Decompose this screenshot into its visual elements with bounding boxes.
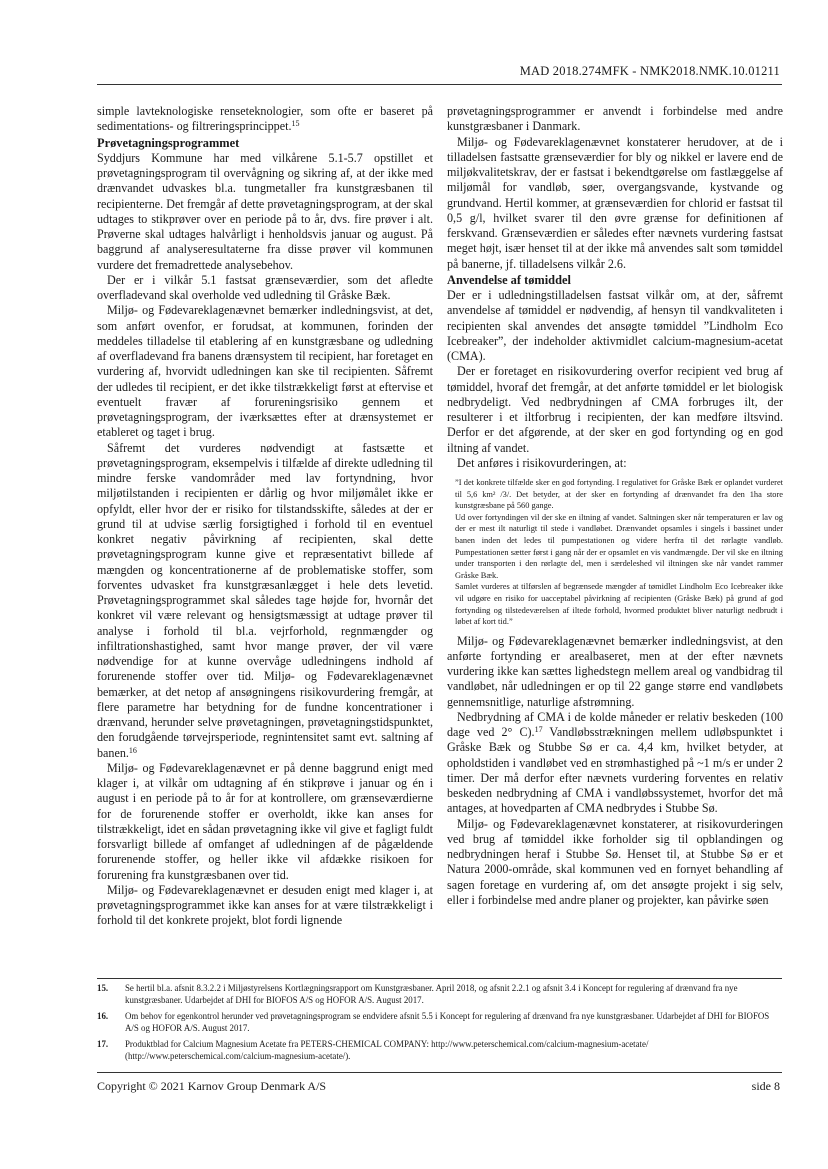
paragraph-text: Miljø- og Fødevareklagenævnet bemærker indledningsvist, at det, som anført ovenfor, er forudsat, at kommunen, forinden der meddeles tilladelse til etablering af en kunstgræsbane og udledning af overfladevand fra banens drænsystem til recipient, har foretaget en vurdering af, hvorvidt udledningen kan ske til recipienten. Såfremt der udledes til recipient, er det ikke tilstrækkeligt først at eftervise et eventuelt fravær af forureningsrisiko gennem et prøvetagningsprogram, der iværksættes efter at drænsystemet er etableret og taget i brug.	[97, 303, 433, 440]
page-number: side 8	[751, 1079, 780, 1093]
reference-number: MAD 2018.274MFK - NMK2018.NMK.10.01211	[519, 64, 780, 78]
footnote	[97, 1010, 782, 1035]
risk-assessment-quote	[455, 477, 783, 628]
paragraph	[97, 273, 433, 304]
paragraph	[447, 817, 783, 909]
paragraph-text: Såfremt det vurderes nødvendigt at fastsætte et prøvetagningsprogram, eksempelvis i tilfælde af direkte udledning til mindre ferske vandområder med lav fortyndning, hvor miljøtilstanden i recipienten er dårlig og hvor miljømålet ikke er opfyldt, eller hvor der er risiko for tilstandsskifte, således at der er grund til at udvise særlig forsigtighed i forhold til en eventuel konkret negativ påvirkning af recipienten, skal dette prøvetagningsprogram kunne give et repræsentativt billede af mængden og koncentrationerne af de problematiske stoffer, som forventes udvasket fra kunstgræsanlægget i hele dets levetid. Prøvetagningsprogrammet skal således tage højde for, hvornår det konkret vil være relevant og hensigtsmæssigt at udtage prøver til analyse i forhold til bl.a. vejrforhold, regnmængder og infiltrationshastighed, samt hvor mange prøver, der vil være nødvendige for at kunne overvåge udledningens indhold af forurenende stoffer over tid. Miljø- og Fødevareklagenævnet bemærker, at det netop af ansøgningens risikovurdering fremgår, at flere parametre har betydning for de fundne koncentrationer i drænvand, herunder selve prøvetagningen, prøvetagningstidspunktet, den forudgående tørvejrsperiode, regnintensitet samt evt. saltning af banen.	[97, 440, 433, 760]
paragraph-text: Miljø- og Fødevareklagenævnet konstaterer herudover, at de i tilladelsen fastsatte grænseværdier for bly og nikkel er lavere end de miljøkvalitetskrav, der er fastsat i bekendtgørelse om fastlæggelse af miljømål for vandløb, søer, overgangsvande, kystvande og grundvand. Hertil kommer, at grænseværdien for chlorid er fastsat til 0,5 g/l, hvilket svarer til den øvre grænse for definitionen af ferskvand. Grænseværdien er således efter nævnets vurdering fastsat meget højt, især henset til at der ikke må anvendes salt som tømiddel på banerne, jf. tilladelsens vilkår 2.6.	[447, 134, 783, 271]
left-column	[97, 104, 433, 929]
quote-paragraph: ”I det konkrete tilfælde sker en god fortynding. I regulativet for Gråske Bæk er oplandet vurderet til 5,6 km² /3/. Det betyder, at der sker en fortynding af drænvandet fra den 1ha store kunstgræsbane på 560 gange.	[455, 478, 783, 511]
paragraph	[447, 135, 783, 272]
quote-paragraph: Samlet vurderes at tilførslen af begrænsede mængder af tømidlet Lindholm Eco Icebreaker ikke vil udgøre en risiko for uacceptabel påvirkning af recipienten (Gråske Bæk) på grund af god fortynding og tilstedeværelsen af iltede forhold, hvormed produktet bliver naturligt nedbrudt i løbet af kort tid.”	[455, 582, 783, 627]
paragraph-text: Det anføres i risikovurderingen, at:	[457, 455, 627, 470]
paragraph	[447, 364, 783, 456]
footnote-divider	[97, 978, 782, 979]
paragraph-text: Der er foretaget en risikovurdering overfor recipient ved brug af tømiddel, hvoraf det fremgår, at det anførte tømiddel er let biologisk nedbrydeligt. Ved nedbrydningen af CMA forbruges ilt, der resulterer i et iltforbrug i recipienten, der kan medføre iltsvind. Derfor er det afgørende, at der sker en god fortynding og en god iltning af vandet.	[447, 364, 783, 455]
right-column-top	[447, 104, 783, 471]
copyright-text: Copyright © 2021 Karnov Group Denmark A/S	[97, 1079, 327, 1093]
paragraph	[97, 441, 433, 761]
footnote	[97, 1038, 782, 1063]
paragraph	[97, 883, 433, 929]
paragraph	[447, 710, 783, 817]
right-column	[447, 104, 783, 908]
footnotes	[97, 982, 782, 1065]
paragraph	[97, 151, 433, 273]
paragraph	[97, 303, 433, 440]
page-footer	[97, 1072, 782, 1093]
section-heading: Anvendelse af tømiddel	[447, 272, 571, 287]
quote-paragraph: Ud over fortyndingen vil der ske en iltning af vandet. Saltningen sker når temperaturen er lav og der er mest ilt naturligt til stede i vandløbet. Drænvandet opsamles i singels i bassinet under banen inden det ledes til pumpestationen og videre herfra til det rørlagte vandløb. Pumpestationen sætter først i gang når der er opsamlet en vis vandmængde. Der vil ske en iltning under transporten i den rørlagte del, men i særdeleshed vil iltningen ske når vandet rammer Gråske Bæk.	[455, 512, 783, 580]
footnote-ref: 17	[534, 725, 543, 735]
paragraph	[447, 456, 783, 471]
footnote-number: 16.	[97, 1010, 109, 1021]
paragraph	[447, 634, 783, 710]
paragraph-text: Nedbrydning af CMA i de kolde måneder er relativ beskeden (100 dage ved 2° C).	[447, 709, 783, 740]
paragraph-text: Miljø- og Fødevareklagenævnet bemærker indledningsvist, at den anførte fortynding er arealbaseret, men at der efter nævnets vurdering ikke kan sættes lighedstegn mellem areal og vandbidrag til vandløbet, når udledningen er op til 22 gange større end vandløbets gennemsnitlige, naturlige afstrømning.	[447, 633, 783, 709]
paragraph	[447, 288, 783, 364]
paragraph	[447, 104, 783, 135]
paragraph-text: Miljø- og Fødevareklagenævnet er på denne baggrund enigt med klager i, at vilkår om udtagning af én stikprøve i januar og én i august i en periode på to år for at kontrollere, om grænseværdierne for de forurenende stoffer er overholdt, ikke kan anses for tilstrækkeligt, idet en sådan prøvetagning ikke vil give et fagligt fuldt forsvarligt billede af omfanget af udledningen af de pågældende forurenende stoffer, og heller ikke vil afdække risikoen for forurening fra kunstgræsbanen over tid.	[97, 760, 433, 882]
paragraph-text: simple lavteknologiske renseteknologier, som ofte er baseret på sedimentations- og filtreringsprincippet.	[97, 104, 433, 134]
footnote-ref: 15	[291, 119, 300, 129]
footnote-text: Se hertil bl.a. afsnit 8.3.2.2 i Miljøstyrelsens Kortlægningsrapport om Kunstgræsbaner. April 2018, og afsnit 2.2.1 og afsnit 3.4 i Koncept for regulering af drænvand fra nye kunstgræsbaner. Udarbejdet af DHI for BIOFOS A/S og HOFOR A/S. August 2017.	[125, 983, 738, 1006]
paragraph-text: Syddjurs Kommune har med vilkårene 5.1-5.7 opstillet et prøvetagningsprogram til overvågning og sikring af, at der ikke med drænvandet udvaskes bl.a. tungmetaller fra kunstgræsbanen til recipienterne. Det fremgår af dette prøvetagningsprogram, at der skal udtages to stikprøver over en periode på to år, dvs. fire prøver i alt. Prøverne skal udtages halvårligt i henholdsvis januar og august. På baggrund af analyseresultaterne fra disse prøver vil kommunen vurdere det fremadrettede analysebehov.	[97, 150, 433, 272]
paragraph-text: Der er i udledningstilladelsen fastsat vilkår om, at der, såfremt anvendelse af tømiddel er nødvendig, af hensyn til vandkvaliteten i recipienten skal anvendes det ansøgte tømiddel ”Lindholm Eco Icebreaker”, der indeholder aktivmidlet calcium-magnesium-acetat (CMA).	[447, 288, 783, 363]
section-heading: Prøvetagningsprogrammet	[97, 135, 240, 150]
document-header	[97, 60, 782, 85]
paragraph-text: Der er i vilkår 5.1 fastsat grænseværdier, som det afledte overfladevand skal overholde ved udledning til Gråske Bæk.	[97, 272, 433, 302]
footnote-number: 17.	[97, 1038, 109, 1049]
paragraph-text: Miljø- og Fødevareklagenævnet er desuden enigt med klager i, at prøvetagningsprogrammet ikke kan anses for at være tilstrækkeligt i forhold til det konkrete projekt, blot fordi lignende	[97, 882, 433, 928]
footnote	[97, 982, 782, 1007]
footnote-ref: 16	[128, 745, 137, 755]
paragraph	[97, 761, 433, 883]
footnote-number: 15.	[97, 983, 109, 993]
paragraph-text: prøvetagningsprogrammer er anvendt i forbindelse med andre kunstgræsbaner i Danmark.	[447, 104, 783, 134]
paragraph	[97, 104, 433, 135]
footnote-text: Produktblad for Calcium Magnesium Acetate fra PETERS-CHEMICAL COMPANY: http://www.peterschemical.com/calcium-magnesium-acetate/ (http://www.peterschemical.com/calcium-magnesium-acetate/).	[125, 1038, 649, 1062]
paragraph-text-cont: Vandløbsstrækningen mellem udløbspunktet i Gråske Bæk og Stubbe Sø er ca. 4,4 km, hvilket betyder, at opholdstiden i vandløbet ved en strømhastighed på ~1 m/s er under 2 timer. Der må derfor efter nævnets vurdering forventes en relativ beskeden nedbrydning af CMA i vandløbssystemet, hvorfor det må antages, at hovedparten af CMA nedbrydes i Stubbe Sø.	[447, 725, 783, 816]
footnote-text: Om behov for egenkontrol herunder ved prøvetagningsprogram se endvidere afsnit 5.5 i Koncept for regulering af drænvand fra nye kunstgræsbaner. Udarbejdet af DHI for BIOFOS A/S og HOFOR A/S. August 2017.	[125, 1010, 770, 1034]
right-column-bottom	[447, 634, 783, 909]
paragraph-text: Miljø- og Fødevareklagenævnet konstaterer, at risikovurderingen ved brug af tømiddel ikke forholder sig til opblandingen og nedbrydningen heraf i Stubbe Sø. Henset til, at Stubbe Sø er et Natura 2000-område, skal kommunen ved en fornyet behandling af sagen foretage en vurdering af, om det ansøgte projekt i sig selv, eller i forbindelse med andre planer og projekter, kan påvirke søen	[447, 816, 783, 907]
